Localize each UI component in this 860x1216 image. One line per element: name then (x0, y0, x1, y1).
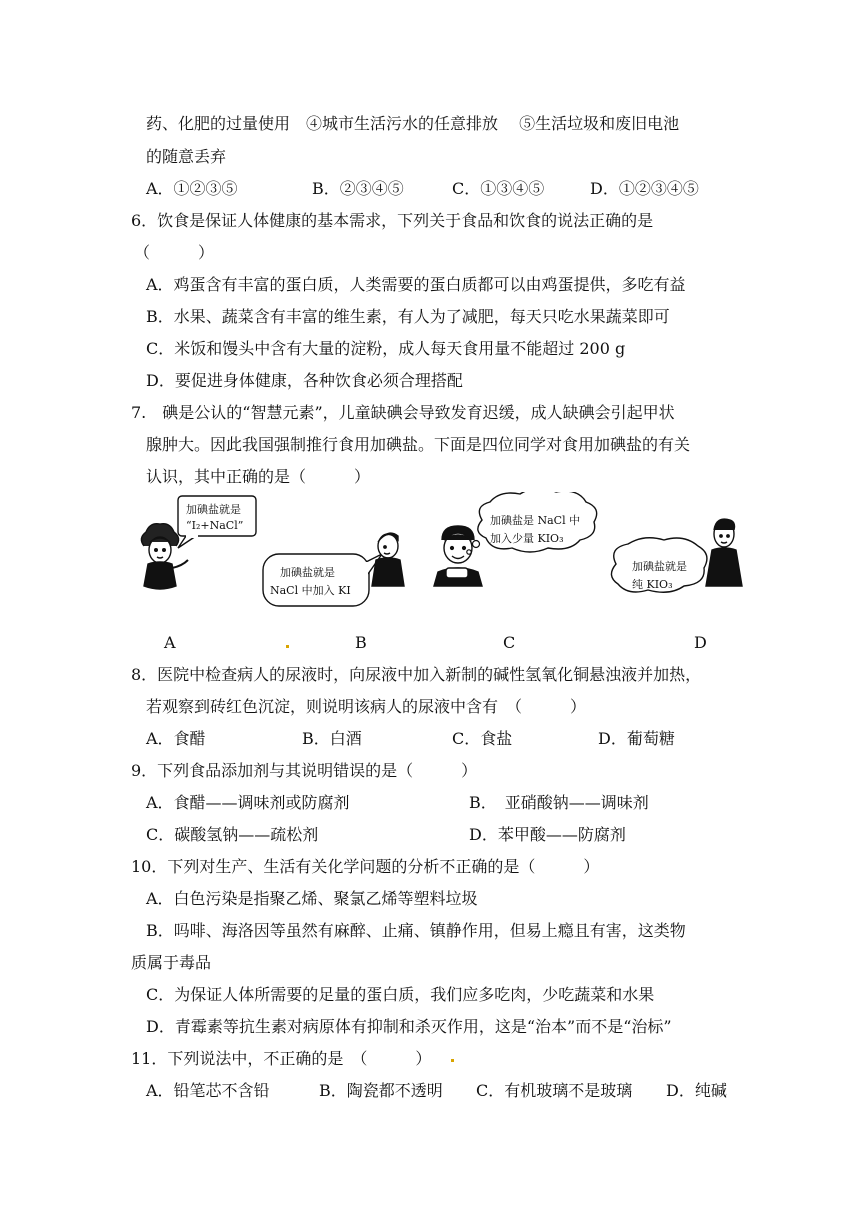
q6-stem-line1: 6．饮食是保证人体健康的基本需求，下列关于食品和饮食的说法正确的是 (131, 211, 654, 230)
bubble-d-line2: 纯 KIO₃ (632, 578, 673, 591)
q5-option-c: C．①③④⑤ (452, 179, 545, 198)
bubble-a-line2: “I₂+NaCl” (186, 519, 244, 532)
q11-stem: 11．下列说法中，不正确的是 （ ） (131, 1049, 432, 1068)
q10-option-a: A．白色污染是指聚乙烯、聚氯乙烯等塑料垃圾 (146, 889, 478, 908)
bubble-b-line1: 加碘盐就是 (280, 566, 335, 579)
q6-option-d: D．要促进身体健康，各种饮食必须合理搭配 (146, 371, 463, 390)
bubble-c-line2: 加入少量 KIO₃ (490, 532, 564, 545)
figure-label-b: B (355, 633, 367, 652)
q8-option-b: B．白酒 (302, 729, 362, 748)
q10-option-c: C．为保证人体所需要的足量的蛋白质，我们应多吃肉，少吃蔬菜和水果 (146, 985, 655, 1004)
q5-option-d: D．①②③④⑤ (590, 179, 699, 198)
q11-option-d: D．纯碱 (666, 1081, 727, 1100)
q6-stem-line2: （ ） (134, 243, 215, 262)
q9-option-c: C．碳酸氢钠——疏松剂 (146, 825, 319, 844)
figure-label-d: D (694, 633, 707, 652)
q9-option-a: A．食醋——调味剂或防腐剂 (146, 793, 350, 812)
q5-continuation-line2: 的随意丢弃 (146, 147, 227, 166)
q8-option-c: C．食盐 (452, 729, 513, 748)
student-c-figure (434, 526, 482, 586)
q10-option-d: D．青霉素等抗生素对病原体有抑制和杀灭作用，这是“治本”而不是“治标” (146, 1017, 672, 1036)
q5-option-a: A．①②③⑤ (146, 179, 238, 198)
bubble-b-line2: NaCl 中加入 KI (270, 584, 351, 597)
bubble-a-line1: 加碘盐就是 (186, 503, 241, 516)
q11-option-b: B．陶瓷都不透明 (319, 1081, 443, 1100)
q8-option-a: A．食醋 (146, 729, 206, 748)
student-d-figure (706, 519, 742, 586)
speech-bubble-a (178, 496, 256, 548)
q9-option-d: D．苯甲酸——防腐剂 (469, 825, 626, 844)
iodized-salt-illustration (130, 492, 750, 618)
q10-option-b-line2: 质属于毒品 (131, 953, 212, 972)
q5-option-b: B．②③④⑤ (312, 179, 404, 198)
q7-stem-line2: 腺肿大。因此我国强制推行食用加碘盐。下面是四位同学对食用加碘盐的有关 (146, 435, 691, 454)
q8-stem-line1: 8．医院中检查病人的尿液时，向尿液中加入新制的碱性氢氧化铜悬浊液并加热， (131, 665, 702, 684)
q9-option-b: B． 亚硝酸钠——调味剂 (469, 793, 649, 812)
q10-stem: 10．下列对生产、生活有关化学问题的分析不正确的是（ ） (131, 857, 600, 876)
q9-stem: 9．下列食品添加剂与其说明错误的是（ ） (131, 761, 478, 780)
q5-continuation-line1: 药、化肥的过量使用 ④城市生活污水的任意排放 ⑤生活垃圾和废旧电池 (146, 114, 680, 133)
bubble-d-line1: 加碘盐就是 (632, 560, 687, 573)
figure-label-c: C (503, 633, 516, 652)
q8-option-d: D．葡萄糖 (598, 729, 675, 748)
q11-option-c: C．有机玻璃不是玻璃 (476, 1081, 633, 1100)
speech-bubble-d (611, 538, 716, 593)
q6-option-b: B．水果、蔬菜含有丰富的维生素，有人为了减肥，每天只吃水果蔬菜即可 (146, 307, 670, 326)
stray-dot-2 (451, 1059, 454, 1062)
student-b-figure (372, 533, 404, 586)
q11-option-a: A．铅笔芯不含铅 (146, 1081, 270, 1100)
stray-dot (286, 645, 289, 648)
speech-bubble-c (467, 492, 597, 554)
speech-bubble-b (263, 554, 382, 606)
q7-stem-line3: 认识，其中正确的是（ ） (146, 467, 371, 486)
q7-stem-line1: 7. 碘是公认的“智慧元素”，儿童缺碘会导致发育迟缓，成人缺碘会引起甲状 (131, 403, 675, 422)
q6-option-c: C．米饭和馒头中含有大量的淀粉，成人每天食用量不能超过 200 g (146, 339, 626, 358)
figure-label-a: A (164, 633, 176, 652)
bubble-c-line1: 加碘盐是 NaCl 中 (490, 514, 581, 527)
q10-option-b-line1: B．吗啡、海洛因等虽然有麻醉、止痛、镇静作用，但易上瘾且有害，这类物 (146, 921, 686, 940)
q8-stem-line2: 若观察到砖红色沉淀，则说明该病人的尿液中含有 （ ） (146, 697, 587, 716)
q6-option-a: A．鸡蛋含有丰富的蛋白质，人类需要的蛋白质都可以由鸡蛋提供，多吃有益 (146, 275, 686, 294)
